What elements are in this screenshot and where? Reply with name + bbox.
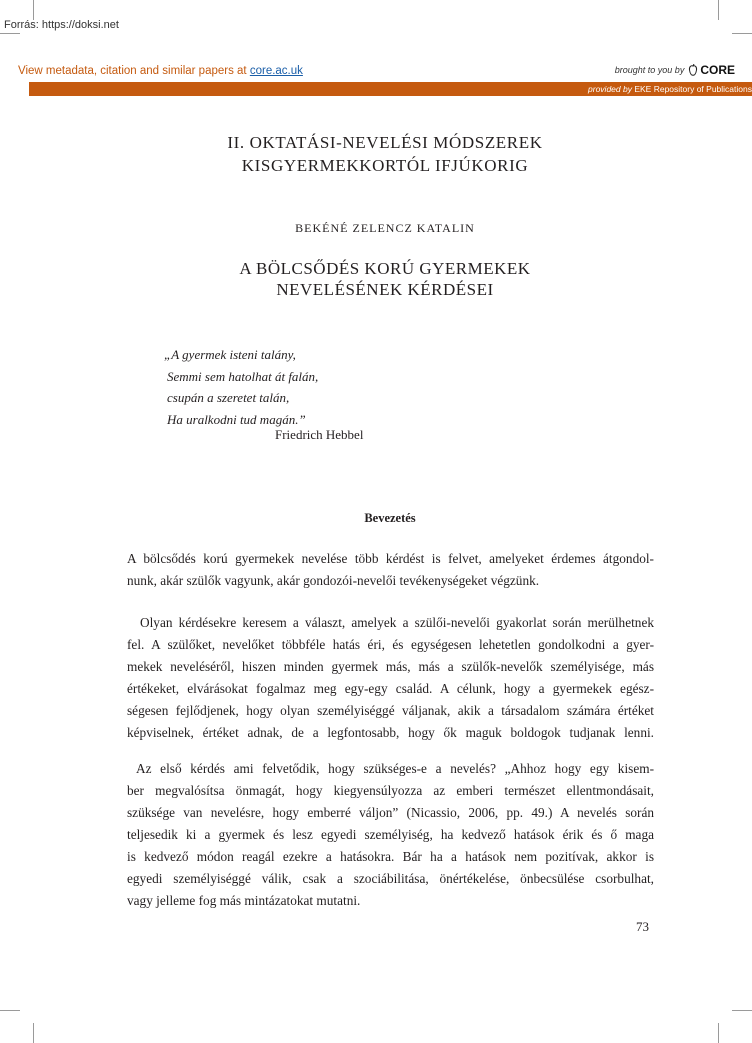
poem-line: „A gyermek isteni talány, <box>164 347 296 362</box>
article-title-line: NEVELÉSÉNEK KÉRDÉSEI <box>276 280 494 299</box>
text-line: nunk, akár szülők vagyunk, akár gondozói-nevelői tevékenységeket végzünk. <box>127 573 540 588</box>
metadata-prefix: View metadata, citation and similar papers at <box>18 65 247 77</box>
text-line: teljesedik ki a gyermek és lesz egyedi személyiség, ha kedvező hatások érik és ő maga <box>127 827 654 842</box>
repository-name[interactable]: EKE Repository of Publications <box>634 84 752 94</box>
brought-to-you-by <box>615 63 735 77</box>
poem-line: Semmi sem hatolhat át falán, <box>167 368 319 384</box>
text-line: mekek neveléséről, hiszen minden gyermek más, más a szülők-nevelők személyisége, más <box>127 659 654 674</box>
text-line: ségesen fejlődjenek, hogy olyan személyiséggé váljanak, akik a társadalom számára értéket <box>127 703 654 718</box>
core-ac-uk-link[interactable]: core.ac.uk <box>249 65 303 77</box>
poem-line: Ha uralkodni tud magán.” <box>167 411 306 427</box>
article-title <box>190 258 580 300</box>
text-line: értékeket, elvárásokat fogalmaz meg egy-egy család. A célunk, hogy a gyermekek egész- <box>127 681 654 696</box>
core-logo-text: CORE <box>700 63 735 77</box>
core-banner <box>0 0 752 100</box>
core-apple-icon <box>688 64 698 77</box>
poem-line: csupán a szeretet talán, <box>167 390 290 405</box>
paragraph-3 <box>127 758 654 912</box>
section-heading-intro: Bevezetés <box>364 511 416 525</box>
text-line: képviselnek, értéket adnak, de a legfontosabb, hogy ők maguk boldogok tudjanak lenni. <box>127 725 654 740</box>
paragraph-2 <box>127 612 654 744</box>
epigraph-poem <box>164 344 318 430</box>
text-line: A bölcsődés korú gyermekek nevelése több kérdést is felvet, amelyeket érdemes átgondol- <box>127 551 654 566</box>
text-line: fel. A szülőket, nevelőket többféle hatás éri, és egységesen lehetetlen gondolkodni a gyer- <box>127 637 654 652</box>
text-line: is kedvező módon reagál ezekre a hatásokra. Bár ha a hatások nem pozitívak, akkor is <box>127 849 654 864</box>
page-number: 73 <box>636 919 649 934</box>
section-title-line: KISGYERMEKKORTÓL IFJÚKORIG <box>241 156 529 175</box>
text-line: egyedi személyiséggé válik, csak a szociábilitása, önértékelése, önbecsülése csorbulhat, <box>127 871 654 886</box>
provided-by-prefix: provided by <box>588 84 632 94</box>
crop-mark <box>732 1010 752 1011</box>
paragraph-1 <box>127 548 654 592</box>
provided-by-bar <box>29 82 752 96</box>
article-title-line: A BÖLCSŐDÉS KORÚ GYERMEKEK <box>239 259 531 278</box>
core-logo[interactable] <box>688 63 735 77</box>
text-line: szüksége van nevelésre, hogy emberré váljon” (Nicassio, 2006, pp. 49.) A nevelés során <box>127 805 654 820</box>
source-label: Forrás: https://doksi.net <box>4 19 119 31</box>
crop-mark <box>0 1010 20 1011</box>
core-metadata-line <box>18 65 303 77</box>
text-line: Az első kérdés ami felvetődik, hogy szükséges-e a nevelés? „Ahhoz hogy egy kisem- <box>136 761 654 776</box>
brought-by-text: brought to you by <box>614 65 685 75</box>
crop-mark <box>718 1023 719 1043</box>
section-title <box>190 131 580 177</box>
section-title-line: II. OKTATÁSI-NEVELÉSI MÓDSZEREK <box>227 133 543 152</box>
text-line: ber megvalósítsa önmagát, hogy kiegyensúlyozza az emberi természet ellentmondásait, <box>127 783 654 798</box>
text-line: Olyan kérdésekre keresem a választ, amelyek a szülői-nevelői gyakorlat során merülhetnek <box>140 615 654 630</box>
text-line: vagy jelleme fog más mintázatokat mutatni. <box>127 893 361 908</box>
author-name: BEKÉNÉ ZELENCZ KATALIN <box>295 221 475 235</box>
crop-mark <box>33 1023 34 1043</box>
poem-author: Friedrich Hebbel <box>275 427 364 442</box>
